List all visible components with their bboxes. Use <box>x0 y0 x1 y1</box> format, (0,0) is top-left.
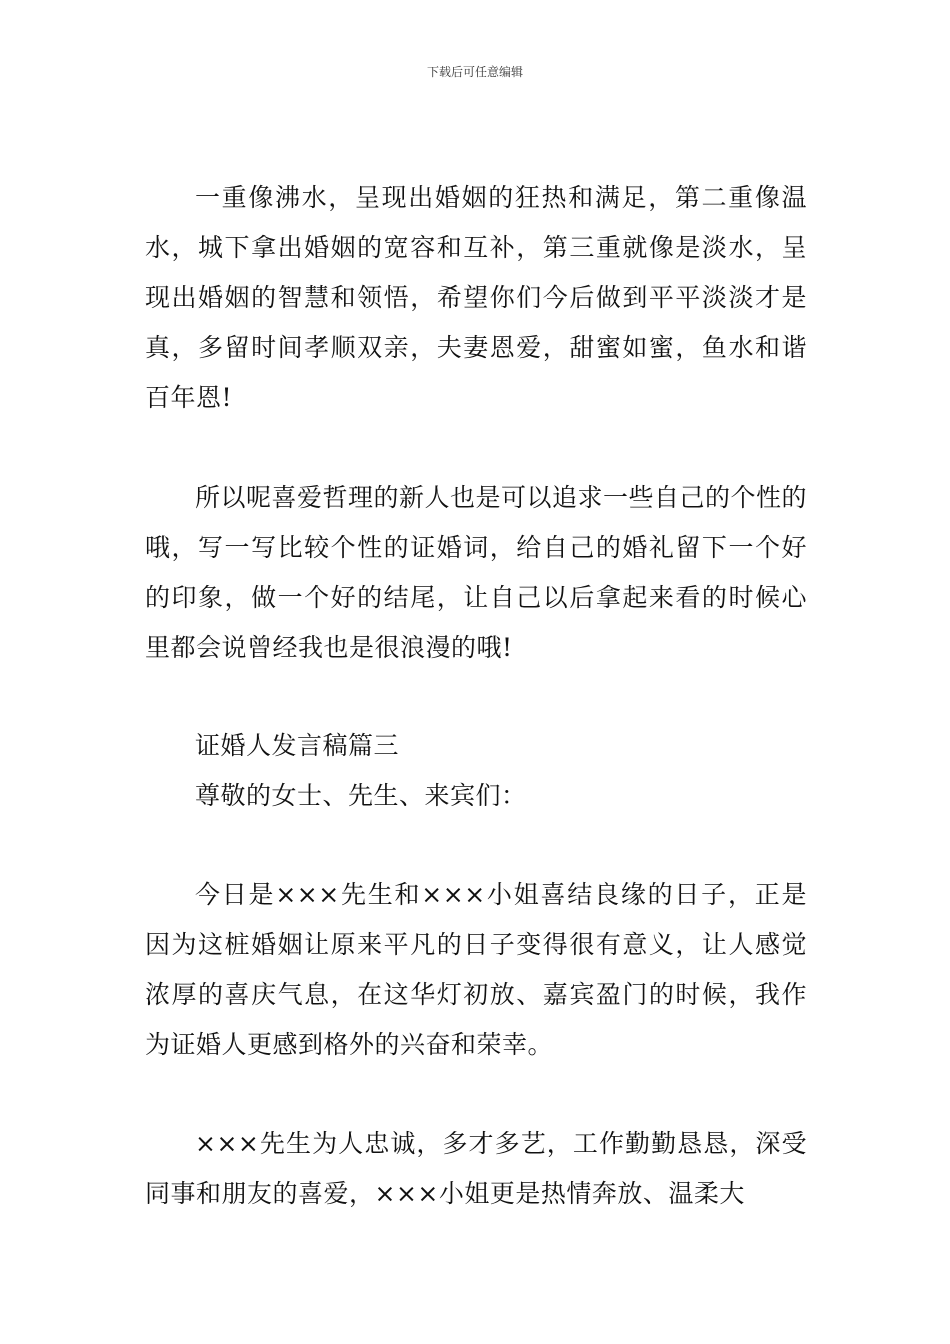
page-header: 下载后可任意编辑 <box>426 65 523 79</box>
paragraph-marriage-stages: 一重像沸水，呈现出婚姻的狂热和满足，第二重像温水，城下拿出婚姻的宽容和互补，第三重就像是淡水，呈现出婚姻的智慧和领悟，希望你们今后做到平平淡淡才是真，多留时间孝顺双亲，夫妻恩爱，甜蜜如蜜，鱼水和谐百年恩! <box>145 183 807 412</box>
paragraph-personal-vows: 所以呢喜爱哲理的新人也是可以追求一些自己的个性的哦，写一写比较个性的证婚词，给自己的婚礼留下一个好的印象，做一个好的结尾，让自己以后拿起来看的时候心里都会说曾经我也是很浪漫的哦! <box>145 483 808 662</box>
section-heading: 证婚人发言稿篇三 <box>195 731 400 760</box>
salutation: 尊敬的女士、先生、来宾们： <box>195 781 527 810</box>
paragraph-wedding-day: 今日是×××先生和×××小姐喜结良缘的日子，正是因为这桩婚姻让原来平凡的日子变得很有意义，让人感觉浓厚的喜庆气息，在这华灯初放、嘉宾盈门的时候，我作为证婚人更感到格外的兴奋和荣幸。 <box>145 880 807 1059</box>
paragraph-groom-bride: ×××先生为人忠诚，多才多艺，工作勤勤恳恳，深受同事和朋友的喜爱，×××小姐更是热情奔放、温柔大 <box>145 1129 807 1208</box>
